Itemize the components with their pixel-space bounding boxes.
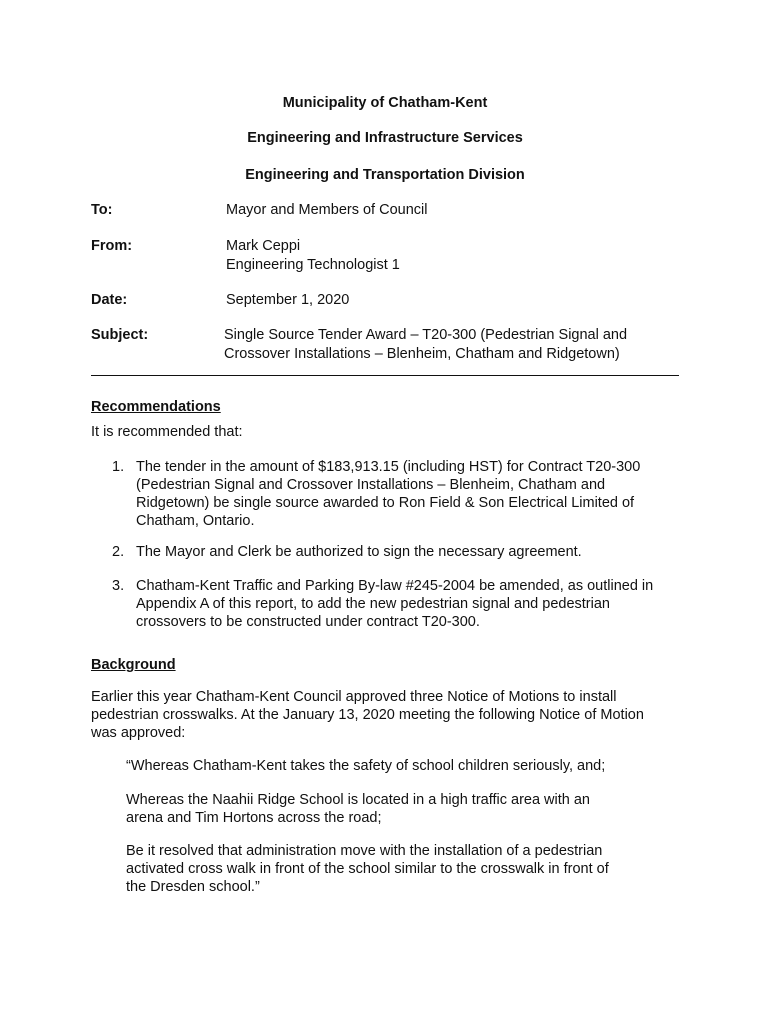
item-text-line: (Pedestrian Signal and Crossover Installations – Blenheim, Chatham and (136, 477, 606, 493)
motion-quote-line: activated cross walk in front of the school similar to the crosswalk in front of (126, 861, 609, 877)
motion-quote-line: the Dresden school.” (126, 879, 260, 895)
motion-quote-line: “Whereas Chatham-Kent takes the safety of school children seriously, and; (126, 758, 606, 774)
item-text-line: Ridgetown) be single source awarded to Ron Field & Son Electrical Limited of (136, 495, 635, 511)
from-label: From: (91, 238, 133, 254)
subject-line-2: Crossover Installations – Blenheim, Chatham and Ridgetown) (224, 346, 620, 362)
date-label: Date: (91, 292, 128, 308)
item-text-line: The Mayor and Clerk be authorized to sign the necessary agreement. (136, 544, 582, 560)
motion-quote-line: arena and Tim Hortons across the road; (126, 810, 382, 826)
from-name: Mark Ceppi (226, 238, 301, 254)
recommendations-heading: Recommendations (91, 399, 221, 415)
department-title: Engineering and Infrastructure Services (247, 130, 523, 146)
from-title: Engineering Technologist 1 (226, 257, 400, 273)
background-paragraph-line: Earlier this year Chatham-Kent Council approved three Notice of Motions to install (91, 689, 617, 705)
item-number: 3. (112, 578, 125, 594)
background-heading: Background (91, 657, 176, 673)
to-value: Mayor and Members of Council (226, 202, 428, 218)
recommendations-intro: It is recommended that: (91, 424, 243, 440)
item-text-line: Appendix A of this report, to add the new pedestrian signal and pedestrian (136, 596, 610, 612)
item-number: 2. (112, 544, 125, 560)
background-paragraph-line: was approved: (91, 725, 186, 741)
motion-quote-line: Be it resolved that administration move with the installation of a pedestrian (126, 843, 603, 859)
to-label: To: (91, 202, 113, 218)
motion-quote-line: Whereas the Naahii Ridge School is located in a high traffic area with an (126, 792, 590, 808)
subject-label: Subject: (91, 327, 149, 343)
date-value: September 1, 2020 (226, 292, 350, 308)
background-paragraph-line: pedestrian crosswalks. At the January 13, 2020 meeting the following Notice of Motion (91, 707, 644, 723)
division-title: Engineering and Transportation Division (245, 167, 525, 183)
item-text-line: Chatham-Kent Traffic and Parking By-law #245-2004 be amended, as outlined in (136, 578, 654, 594)
header-divider (91, 375, 679, 376)
item-number: 1. (112, 459, 125, 475)
municipality-title: Municipality of Chatham-Kent (282, 95, 488, 111)
item-text-line: The tender in the amount of $183,913.15 (including HST) for Contract T20-300 (136, 459, 641, 475)
subject-line-1: Single Source Tender Award – T20-300 (Pedestrian Signal and (224, 327, 628, 343)
item-text-line: crossovers to be constructed under contract T20-300. (136, 614, 480, 630)
item-text-line: Chatham, Ontario. (136, 513, 255, 529)
